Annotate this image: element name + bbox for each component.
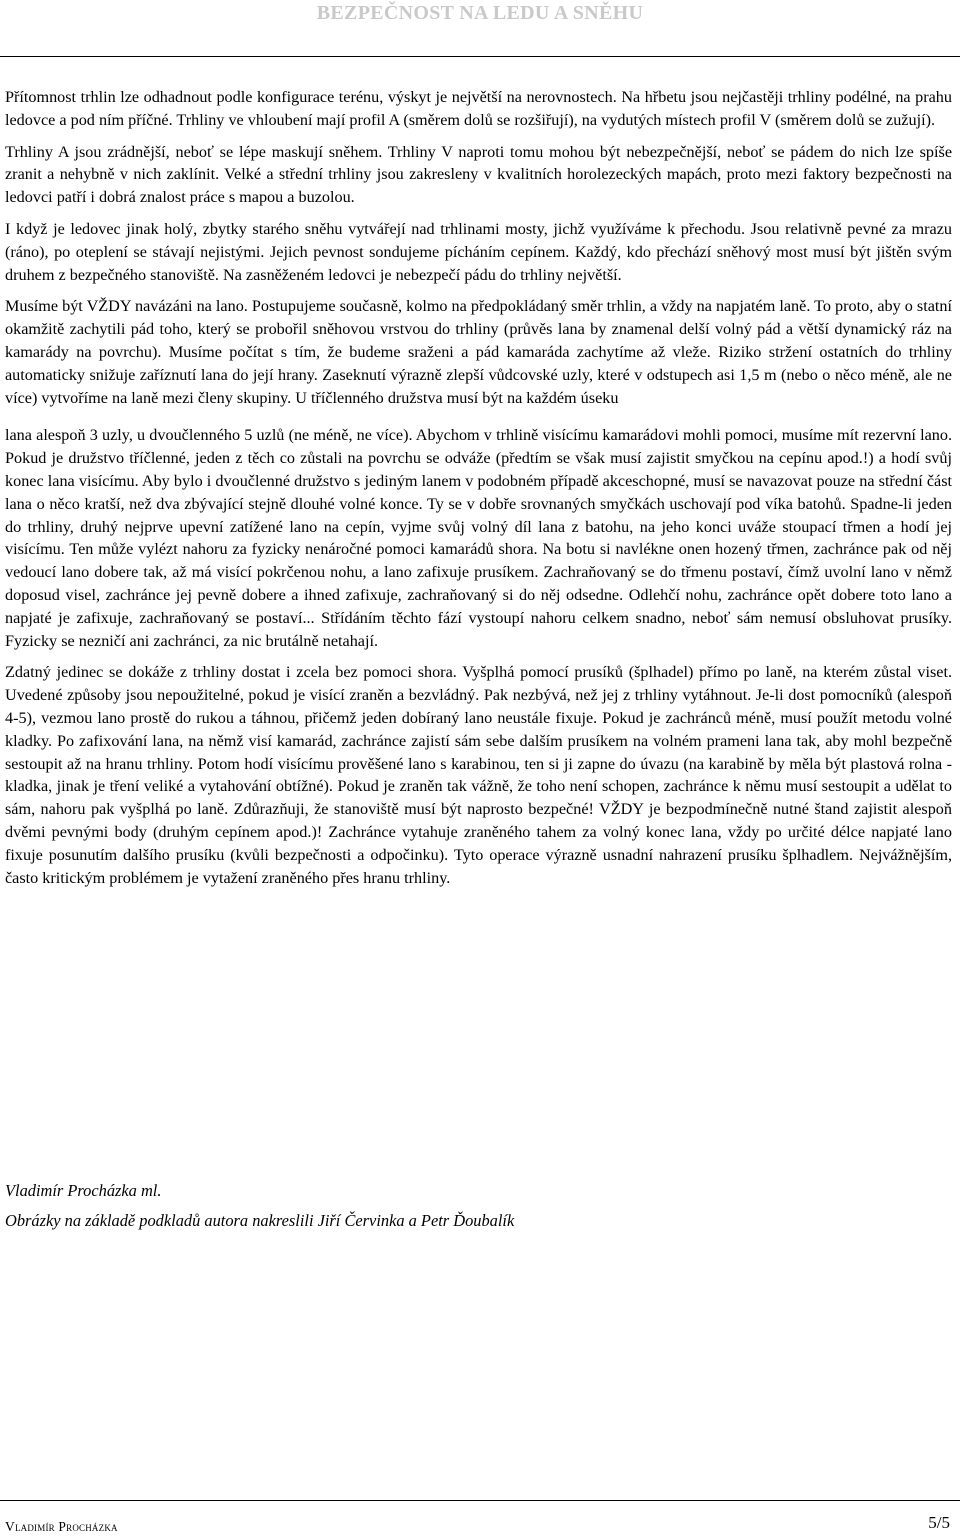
- page-footer: [0, 1500, 960, 1537]
- page-header: [0, 0, 960, 57]
- page-number: 5/5: [928, 1513, 950, 1532]
- paragraph-rescue-method: lana alespoň 3 uzly, u dvoučlenného 5 uzlů (ne méně, ne více). Abychom v trhlině visícímu kamarádovi mohli pomoci, musíme mít rezervní lano. Pokud je družstvo tříčlenné, jeden z těch co zůstali na povrchu se odváže (předtím se však musí zajistit smyčkou na cepínu apod.!) a hodí svůj konec lana visícímu. Aby bylo i dvoučlenné družstvo s jediným lanem v podobném případě akceschopné, musí se navazovat pouze na střední část lana o něco kratší, než dva zbývající stejně dlouhé volné konce. Ty se v dobře srovnaných smyčkách uschovají pod víka batohů. Spadne-li jeden do trhliny, druhý nejprve upevní zatížené lano na cepín, vyjme svůj volný díl lana z batohu, na jeho konci uváže stoupací třmen a hodí jej visícímu. Ten může vylézt nahoru za fyzicky nenáročné pomoci kamarádů shora. Na botu si navlékne onen hozený třmen, zachránce pak od něj vedoucí lano dobere tak, až má visící pokrčenou nohu, a lano zafixuje prusíkem. Zachraňovaný se do třmenu postaví, čímž uvolní lano v němž doposud visel, zachránce jej pevně dobere a ihned zafixuje, zachraňovaný si do něj odsedne. Odlehčí nohu, zachránce opět dobere toto lano a napjaté je zafixuje, zachraňovaný se postaví... Střídáním těchto fází vystoupí nahoru celkem snadno, neboť sám nemusí obsluhovat prusíky. Fyzicky se nezničí ani zachránci, za nic brutálně netahají.: [5, 426, 952, 650]
- document-title: BEZPEČNOST NA LEDU A SNĚHU: [316, 2, 644, 24]
- footer-author: Vladimír Procházka: [5, 1519, 118, 1534]
- author-name: Vladimír Procházka ml.: [5, 1181, 162, 1200]
- body-text: [5, 86, 952, 898]
- illustration-credits: Obrázky na základě podkladů autora nakreslili Jiří Červinka a Petr Ďoubalík: [5, 1211, 515, 1230]
- paragraph-self-rescue: Zdatný jedinec se dokáže z trhliny dostat i zcela bez pomoci shora. Vyšplhá pomocí prusíků (šplhadel) přímo po laně, na kterém zůstal viset. Uvedené způsoby jsou nepoužitelné, pokud je visící zraněn a bezvládný. Pak nezbývá, než jej z trhliny vytáhnout. Je-li dost pomocníků (alespoň 4-5), vezmou lano prostě do rukou a táhnou, přičemž jeden dobíraný lano neustále fixuje. Pokud je zachránců méně, musí použít metodu volné kladky. Po zafixování lana, na němž visí kamarád, zachránce zajistí sám sebe dalším prusíkem na volném prameni lana tak, aby mohl bezpečně sestoupit až na hranu trhliny. Potom hodí visícímu prověšené lano s karabinou, ten si ji zapne do úvazu (na karabině by měla být plastová rolna - kladka, jinak je tření veliké a vytahování obtížné). Pokud je zraněn tak vážně, že toho není schopen, zachránce k němu musí sestoupit a udělat to sám, nahoru pak vyšplhá po laně. Zdůrazňuji, že stanoviště musí být naprosto bezpečné! VŽDY je bezpodmínečně nutné štand zajistit alespoň dvěmi pevnými body (druhým cepínem apod.)! Zachránce vytahuje zraněného tahem za volný konec lana, vždy po určité délce napjaté lano fixuje posunutím dalšího prusíku (kvůli bezpečnosti a odpočinku). Tyto operace výrazně usnadní nahrazení prusíku šplhadlem. Nejvážnějším, často kritickým problémem je vytažení zraněného přes hranu trhliny.: [5, 663, 952, 887]
- paragraph-snow-bridges: I když je ledovec jinak holý, zbytky starého sněhu vytvářejí nad trhlinami mosty, jichž využíváme k přechodu. Jsou relativně pevné za mrazu (ráno), po oteplení se stávají nejistými. Jejich pevnost sondujeme pícháním cepínem. Každý, kdo přechází sněhový most musí být jištěn svým druhem z bezpečného stanoviště. Na zasněženém ledovci je nebezpečí pádu do trhliny největší.: [5, 219, 952, 284]
- paragraph-crevasse-types: Trhliny A jsou zrádnější, neboť se lépe maskují sněhem. Trhliny V naproti tomu mohou být nebezpečnější, neboť se pádem do nich lze spíše zranit a nehybně v nich zaklínit. Velké a střední trhliny jsou zakresleny v kvalitních horolezeckých mapách, proto mezi faktory bezpečnosti na ledovci patří i dobrá znalost práce s mapou a buzolou.: [5, 142, 952, 207]
- paragraph-crevasse-location: Přítomnost trhlin lze odhadnout podle konfigurace terénu, výskyt je největší na nerovnostech. Na hřbetu jsou nejčastěji trhliny podélné, na prahu ledovce a pod ním příčné. Trhliny ve vhloubení mají profil A (směrem dolů se rozšiřují), na vydutých místech profil V (směrem dolů se zužují).: [5, 88, 952, 129]
- signature-block: [5, 1176, 952, 1236]
- paragraph-roping-up: Musíme být VŽDY navázáni na lano. Postupujeme současně, kolmo na předpokládaný směr trhlin, a vždy na napjatém laně. To proto, aby o statní okamžitě zachytili pád toho, který se probořil sněhovou vrstvou do trhliny (průvěs lana by znamenal delší volný pád a větší dynamický ráz na kamarády na povrchu). Musíme počítat s tím, že budeme sraženi a pád kamaráda zachytíme až vleže. Riziko stržení ostatních do trhliny automaticky snižuje zaříznutí lana do její hrany. Zaseknutí výrazně zlepší vůdcovské uzly, které v odstupech asi 1,5 m (nebo o něco méně, ale ne více) vytvoříme na laně mezi členy skupiny. U tříčlenného družstva musí být na každém úseku: [5, 297, 952, 407]
